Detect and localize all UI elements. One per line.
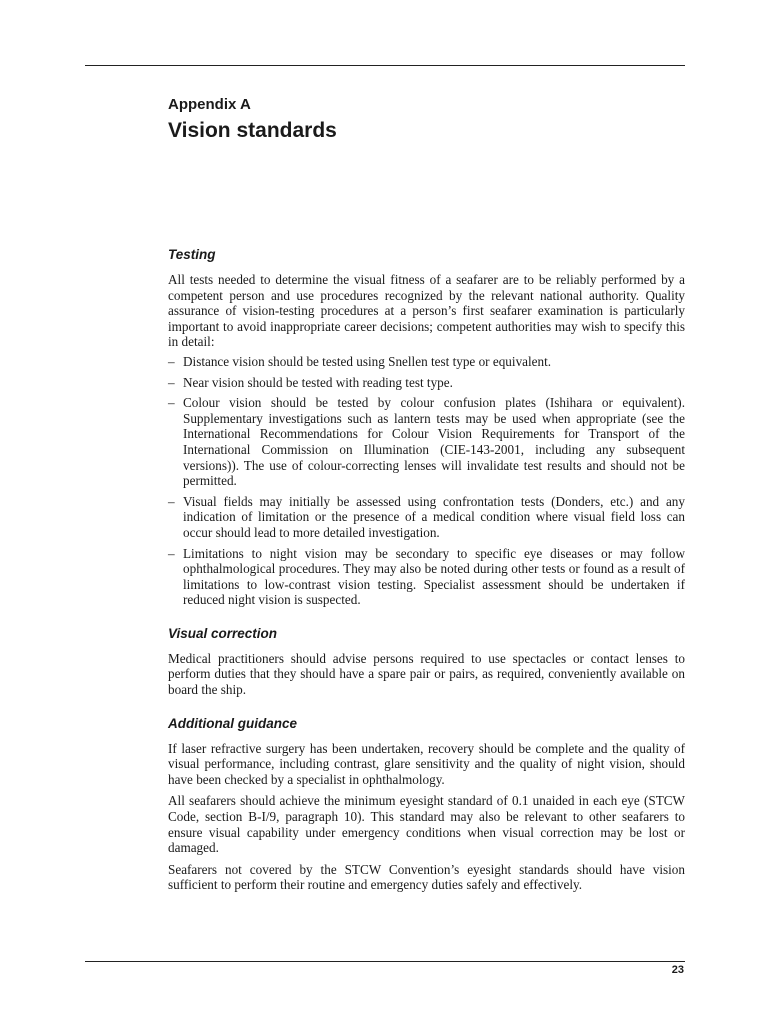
list-item-text: Colour vision should be tested by colour confusion plates (Ishihara or equivalent). Supplementary investigations such as lantern tests may be used when appropriate (see the International Recommendations for Colour Vision Requirements for Transport of the International Commission on Illumination (CIE-143-2001, including any subsequent versions)). The use of colour-correcting lenses will invalidate test results and should not be permitted.: [183, 395, 685, 489]
list-item-text: Limitations to night vision may be secondary to specific eye diseases or may follow ophthalmological procedures. They may also be noted during other tests or found as a result of limitations to low-contrast vision testing. Specialist assessment should be undertaken if reduced night vision is suspected.: [183, 545, 685, 608]
appendix-label: Appendix A: [168, 96, 251, 113]
section-visual-correction: [168, 625, 685, 698]
section-heading-testing: Testing: [168, 247, 216, 262]
list-item-text: Visual fields may initially be assessed using confrontation tests (Donders, etc.) and any indication of limitation or the presence of a medical condition where visual field loss can occur should lead to more detailed investigation.: [183, 493, 685, 540]
section-heading-additional-guidance: Additional guidance: [168, 715, 298, 731]
dash-marker: –: [168, 374, 175, 390]
page-title: Vision standards: [168, 119, 337, 142]
testing-list: [168, 354, 685, 608]
testing-intro-paragraph: All tests needed to determine the visual fitness of a seafarer are to be reliably performed by a competent person and use procedures recognized by the relevant national authority. Quality assurance of vision-testing procedures at a person’s first seafarer examination is particularly important to avoid inappropriate career decisions; competent authorities may wish to specify this in detail:: [168, 272, 685, 350]
bottom-rule: [85, 961, 685, 962]
guidance-paragraph: If laser refractive surgery has been undertaken, recovery should be complete and the quality of visual performance, including contrast, glare sensitivity and the quality of night vision, should have been checked by a specialist in ophthalmology.: [168, 740, 685, 787]
guidance-paragraph: Seafarers not covered by the STCW Convention’s eyesight standards should have vision sufficient to perform their routine and emergency duties safely and effectively.: [168, 861, 685, 893]
list-item-text: Near vision should be tested with reading test type.: [183, 374, 453, 390]
page-number: 23: [671, 964, 684, 976]
section-testing: [168, 246, 685, 608]
dash-marker: –: [168, 395, 175, 411]
dash-marker: –: [168, 545, 175, 561]
dash-marker: –: [168, 353, 175, 369]
list-item: [168, 546, 685, 608]
visual-correction-paragraph: Medical practitioners should advise persons required to use spectacles or contact lenses to perform duties that they should have a spare pair or pairs, as required, conveniently available on board the ship.: [168, 650, 685, 698]
page-content: [168, 96, 685, 899]
guidance-paragraph: All seafarers should achieve the minimum eyesight standard of 0.1 unaided in each eye (STCW Code, section B-I/9, paragraph 10). This standard may also be relevant to other seafarers to ensure visual capability under emergency conditions when visual correction may be lost or damaged.: [168, 793, 685, 856]
top-rule: [85, 65, 685, 66]
section-additional-guidance: [168, 715, 685, 893]
dash-marker: –: [168, 493, 175, 509]
list-item: [168, 354, 685, 370]
list-item-text: Distance vision should be tested using Snellen test type or equivalent.: [183, 353, 552, 369]
section-heading-visual-correction: Visual correction: [168, 625, 278, 641]
list-item: [168, 375, 685, 391]
list-item: [168, 494, 685, 541]
list-item: [168, 395, 685, 489]
